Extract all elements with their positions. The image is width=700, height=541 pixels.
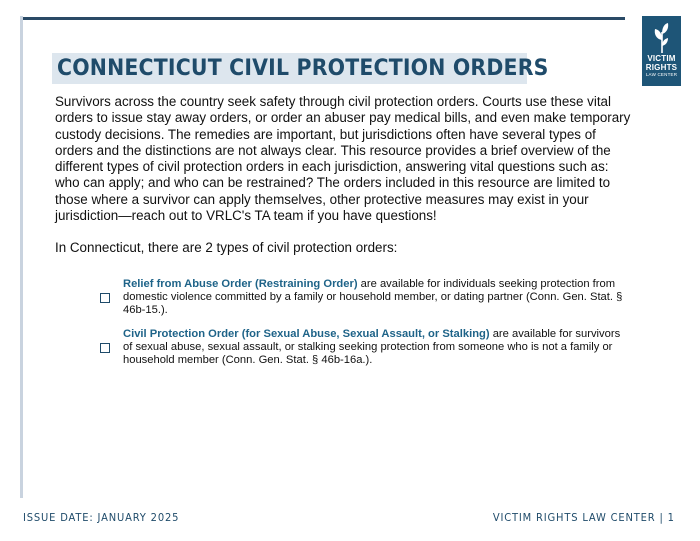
order-item-text bbox=[123, 278, 623, 316]
logo-line-victim: VICTIM bbox=[647, 54, 676, 63]
vrlc-logo bbox=[642, 16, 681, 86]
checkbox-icon bbox=[100, 343, 110, 353]
checkbox-icon bbox=[100, 293, 110, 303]
page-title: CONNECTICUT CIVIL PROTECTION ORDERS bbox=[57, 56, 549, 81]
left-margin-rule bbox=[20, 16, 23, 498]
order-description: are available for individuals seeking protection from domestic violence committed by a family or household member, or dating partner (Conn. Gen. Stat. § 46b-15.). bbox=[123, 278, 623, 316]
order-item-text bbox=[123, 328, 623, 366]
logo-line-law-center: LAW CENTER bbox=[645, 72, 678, 77]
logo-line-rights: RIGHTS bbox=[645, 63, 678, 72]
orders-lead-sentence: In Connecticut, there are 2 types of civil protection orders: bbox=[55, 240, 398, 255]
intro-paragraph: Survivors across the country seek safety through civil protection orders. Courts use these vital orders to issue stay away orders, or order an abuser pay medical bills, and even make temporary custody decisions. The remedies are important, but jurisdictions often have several types of orders and the distinctions are not always clear. This resource provides a brief overview of the different types of civil protection orders in each jurisdiction, answering vital questions such as: who can apply; and who can be restrained? The orders included in this resource are limited to those where a survivor can apply themselves, other protective measures may exist in your jurisdiction—reach out to VRLC's TA team if you have questions! bbox=[55, 94, 631, 224]
org-page-number: VICTIM RIGHTS LAW CENTER | 1 bbox=[493, 511, 675, 524]
leaf-sprout-icon bbox=[652, 20, 672, 54]
order-name: Civil Protection Order (for Sexual Abuse, Sexual Assault, or Stalking) bbox=[123, 328, 490, 340]
issue-date: ISSUE DATE: JANUARY 2025 bbox=[23, 511, 180, 524]
order-description: are available for survivors of sexual abuse, sexual assault, or stalking seeking protection from someone who is not a family or household member (Conn. Gen. Stat. § 46b-16a.). bbox=[123, 328, 621, 366]
header-rule bbox=[23, 17, 625, 20]
order-name: Relief from Abuse Order (Restraining Order) bbox=[123, 278, 358, 290]
